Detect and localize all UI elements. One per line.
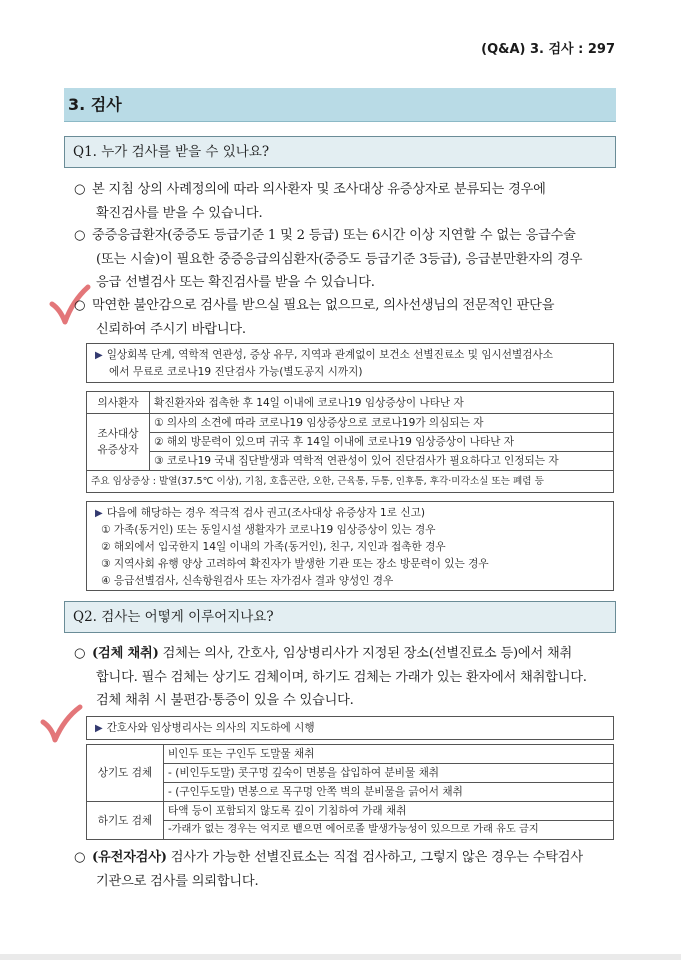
recommendation-item-2: ② 해외에서 입국한지 14일 이내의 가족(동거인), 친구, 지인과 접촉한 경우 [101, 541, 446, 553]
q2-item-1-tag: (검체 채취) [92, 646, 159, 661]
recommendation-title: 다음에 해당하는 경우 적극적 검사 권고(조사대상 유증상자 1로 신고) [106, 507, 425, 519]
q1-recommendation-box [86, 501, 614, 591]
q2-note-text: 간호사와 임상병리사는 의사의 지도하에 시행 [106, 722, 315, 734]
q1-item-2-line2: (또는 시술)이 필요한 중증응급의심환자(중증도 등급기준 3등급), 응급분만환자의 경우 [96, 251, 583, 267]
table-footer-symptoms: 주요 임상증상 : 발열(37.5℃ 이상), 기침, 호흡곤란, 오한, 근육통, 두통, 인후통, 후각·미각소실 또는 폐렴 등 [87, 471, 614, 493]
q2-item-1-line1: 검체는 의사, 간호사, 임상병리사가 지정된 장소(선별진료소 등)에서 채취 [158, 646, 573, 661]
recommendation-item-4: ④ 응급선별검사, 신속항원검사 또는 자가검사 결과 양성인 경우 [101, 575, 394, 587]
q2-item-1-line2: 합니다. 필수 검체는 상기도 검체이며, 하기도 검체는 가래가 있는 환자에서 채취합니다. [96, 669, 587, 685]
page-bottom-edge [0, 954, 681, 960]
table-cell-criteria-3: ③ 코로나19 국내 집단발생과 역학적 연관성이 있어 진단검사가 필요하다고 인정되는 자 [150, 452, 614, 471]
recommendation-item-1: ① 가족(동거인) 또는 동일시설 생활자가 코로나19 임상증상이 있는 경우 [101, 524, 436, 536]
q1-note-line1: 일상회복 단계, 역학적 연관성, 증상 유무, 지역과 관계없이 보건소 선별진료소 및 임시선별검사소 [106, 349, 553, 361]
bullet-icon: ○ [74, 228, 86, 243]
bullet-icon: ○ [74, 298, 86, 313]
triangle-icon: ▶ [95, 508, 103, 519]
table-cell-criteria-1: ① 의사의 소견에 따라 코로나19 임상증상으로 코로나19가 의심되는 자 [150, 414, 614, 433]
table-label-investigation: 조사대상 유증상자 [87, 414, 150, 471]
q1-item-1-line1: 본 지침 상의 사례정의에 따라 의사환자 및 조사대상 유증상자로 분류되는 경우에 [92, 182, 546, 197]
table-cell-criteria-2: ② 해외 방문력이 있으며 귀국 후 14일 이내에 코로나19 임상증상이 나타난 자 [150, 433, 614, 452]
q1-item-2 [74, 224, 620, 295]
question-2-text: Q2. 검사는 어떻게 이루어지나요? [73, 609, 274, 625]
q2-item-2-tag: (유전자검사) [92, 850, 167, 865]
q1-item-1 [74, 178, 620, 225]
q1-note-line2: 에서 무료로 코로나19 진단검사 가능(별도공지 시까지) [109, 366, 363, 378]
q2-item-1-line3: 검체 채취 시 불편감·통증이 있을 수 있습니다. [96, 693, 354, 708]
q1-item-3 [74, 294, 620, 341]
table-label-suspected: 의사환자 [87, 392, 150, 414]
table-cell-upper-2: - (비인두도말) 콧구멍 깊숙이 면봉을 삽입하여 분비물 채취 [164, 764, 614, 783]
q2-specimen-table [86, 744, 614, 840]
q1-case-table [86, 391, 614, 493]
table-cell-suspected: 확진환자와 접촉한 후 14일 이내에 코로나19 임상증상이 나타난 자 [150, 392, 614, 414]
section-title: 3. 검사 [64, 88, 616, 122]
question-1-box [64, 136, 616, 168]
q1-item-2-line3: 응급 선별검사 또는 확진검사를 받을 수 있습니다. [96, 275, 375, 290]
q2-note-box [86, 716, 614, 740]
recommendation-item-3: ③ 지역사회 유행 양상 고려하여 확진자가 발생한 기관 또는 장소 방문력이 있는 경우 [101, 558, 489, 570]
q2-item-2-line2: 기관으로 검사를 의뢰합니다. [96, 873, 259, 889]
bullet-icon: ○ [74, 850, 86, 865]
table-cell-upper-1: 비인두 또는 구인두 도말물 채취 [164, 745, 614, 764]
q1-item-2-line1: 중증응급환자(중증도 등급기준 1 및 2 등급) 또는 6시간 이상 지연할 수 없는 응급수술 [92, 228, 576, 243]
triangle-icon: ▶ [95, 723, 103, 734]
q2-item-1 [74, 642, 620, 713]
q1-item-3-line2: 신뢰하여 주시기 바랍니다. [96, 321, 246, 337]
triangle-icon: ▶ [95, 350, 103, 361]
bullet-icon: ○ [74, 182, 86, 197]
q1-item-3-line1: 막연한 불안감으로 검사를 받으실 필요는 없으므로, 의사선생님의 전문적인 판단을 [92, 298, 555, 313]
table-cell-lower-1: 타액 등이 포함되지 않도록 깊이 기침하여 가래 채취 [164, 802, 614, 821]
running-header: (Q&A) 3. 검사 : 297 [481, 42, 615, 57]
question-2-box [64, 601, 616, 633]
table-cell-upper-3: - (구인두도말) 면봉으로 목구멍 안쪽 벽의 분비물을 긁어서 채취 [164, 783, 614, 802]
question-1-text: Q1. 누가 검사를 받을 수 있나요? [73, 144, 270, 160]
q1-item-1-line2: 확진검사를 받을 수 있습니다. [96, 205, 263, 221]
q2-item-2 [74, 846, 620, 893]
table-label-upper: 상기도 검체 [87, 745, 164, 802]
q1-note-box [86, 343, 614, 383]
table-cell-lower-2: -가래가 없는 경우는 억지로 뱉으면 에어로졸 발생가능성이 있으므로 가래 유도 금지 [164, 821, 614, 840]
q2-item-2-line1: 검사가 가능한 선별진료소는 직접 검사하고, 그렇지 않은 경우는 수탁검사 [166, 850, 583, 865]
red-check-mark-icon [38, 704, 84, 746]
table-label-lower: 하기도 검체 [87, 802, 164, 840]
bullet-icon: ○ [74, 646, 86, 661]
